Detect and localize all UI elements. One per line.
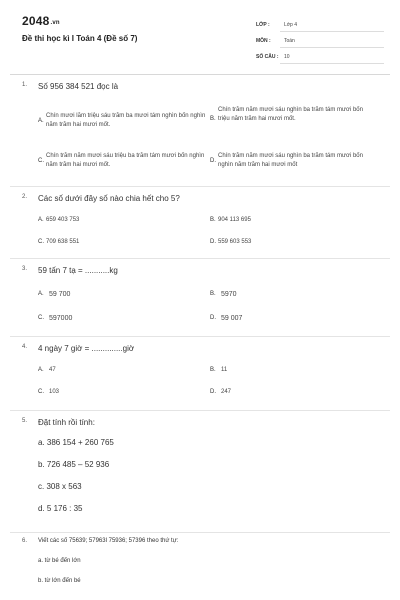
option-letter: C. (38, 315, 44, 321)
meta-underline (280, 47, 384, 48)
meta-question-count (256, 52, 384, 64)
sub-item-a: a. 386 154 + 260 765 (38, 438, 114, 447)
option-letter: B. (210, 291, 216, 297)
option-text: 103 (49, 389, 60, 395)
option-letter: D. (210, 239, 216, 245)
option-text: 904 113 695 (218, 217, 251, 223)
sub-item-b: b. 726 485 – 52 936 (38, 460, 110, 469)
question-text: Các số dưới đây số nào chia hết cho 5? (38, 194, 180, 203)
meta-underline (280, 31, 384, 32)
option-letter: D. (210, 315, 216, 321)
option-letter: B. (210, 217, 216, 223)
question-divider (10, 186, 390, 187)
option-text: 47 (49, 367, 56, 373)
question-text: 59 tấn 7 tạ = ...........kg (38, 266, 118, 275)
option-letter: C. (38, 158, 44, 164)
option-text: 59 700 (49, 291, 71, 298)
option-text: 11 (221, 367, 228, 373)
option-letter: A. (38, 118, 44, 124)
exam-page (10, 8, 390, 600)
option-letter: D. (210, 389, 216, 395)
question-text: Số 956 384 521 đọc là (38, 82, 119, 91)
option-text: 559 603 553 (218, 239, 252, 245)
question-number: 4. (22, 344, 28, 350)
question-divider (10, 336, 390, 337)
option-text: 59 007 (221, 315, 243, 322)
option-letter: C. (38, 239, 44, 245)
meta-underline (280, 63, 384, 64)
sub-item-b: b. từ lớn đến bé (38, 578, 81, 584)
logo-suffix: .vn (50, 20, 60, 26)
meta-subject (256, 36, 384, 48)
header-divider (10, 74, 390, 75)
sub-item-d: d. 5 176 : 35 (38, 504, 83, 513)
option-text: 247 (221, 389, 232, 395)
option-letter: A. (38, 291, 44, 297)
option-text: 659 403 753 (46, 217, 80, 223)
question-text: Đặt tính rồi tính: (38, 418, 95, 427)
sub-item-c: c. 308 x 563 (38, 482, 82, 491)
meta-label: SỐ CÂU : (256, 54, 279, 60)
question-number: 1. (22, 82, 28, 88)
option-letter: B. (210, 116, 216, 122)
question-text: 4 ngày 7 giờ = ..............giờ (38, 344, 135, 353)
meta-value: Toán (284, 38, 295, 44)
question-text: Viết các số 75639; 57963l 75936; 57396 theo thứ tự: (38, 538, 179, 544)
logo-main: 2048 (22, 14, 50, 28)
meta-value: 10 (284, 54, 290, 60)
exam-header (10, 8, 390, 74)
meta-label: MÔN : (256, 38, 271, 44)
question-number: 5. (22, 418, 28, 424)
question-number: 6. (22, 538, 28, 544)
meta-class (256, 20, 384, 32)
option-text: 597000 (49, 315, 73, 322)
question-divider (10, 410, 390, 411)
question-number: 3. (22, 266, 28, 272)
meta-label: LỚP : (256, 22, 270, 28)
option-text: Chín trăm năm mươi sáu nghìn ba trăm tám mươi bốn nghìn năm trăm hai mươi mốt (218, 153, 363, 168)
meta-value: Lớp 4 (284, 22, 298, 28)
option-text: Chín mươi lăm triệu sáu trăm ba mươi tám nghìn bốn nghìn năm trăm hai mươi mốt. (46, 113, 206, 128)
option-letter: A. (38, 367, 44, 373)
option-text: Chín trăm năm mươi sáu nghìn ba trăm tám mươi bốn triệu năm trăm hai mươi mốt. (218, 107, 363, 122)
option-letter: D. (210, 158, 216, 164)
option-text: 5970 (221, 291, 237, 298)
exam-title: Đề thi học kì I Toán 4 (Đề số 7) (22, 34, 138, 43)
question-divider (10, 532, 390, 533)
option-text: Chín trăm năm mươi sáu triệu ba trăm tám mươi bốn nghìn năm trăm hai mươi mốt. (46, 153, 205, 168)
question-number: 2. (22, 194, 28, 200)
option-letter: C. (38, 389, 44, 395)
site-logo[interactable] (22, 14, 60, 28)
question-divider (10, 258, 390, 259)
sub-item-a: a. từ bé đến lớn (38, 558, 81, 564)
option-text: 709 638 551 (46, 239, 80, 245)
option-letter: A. (38, 217, 44, 223)
option-letter: B. (210, 367, 216, 373)
